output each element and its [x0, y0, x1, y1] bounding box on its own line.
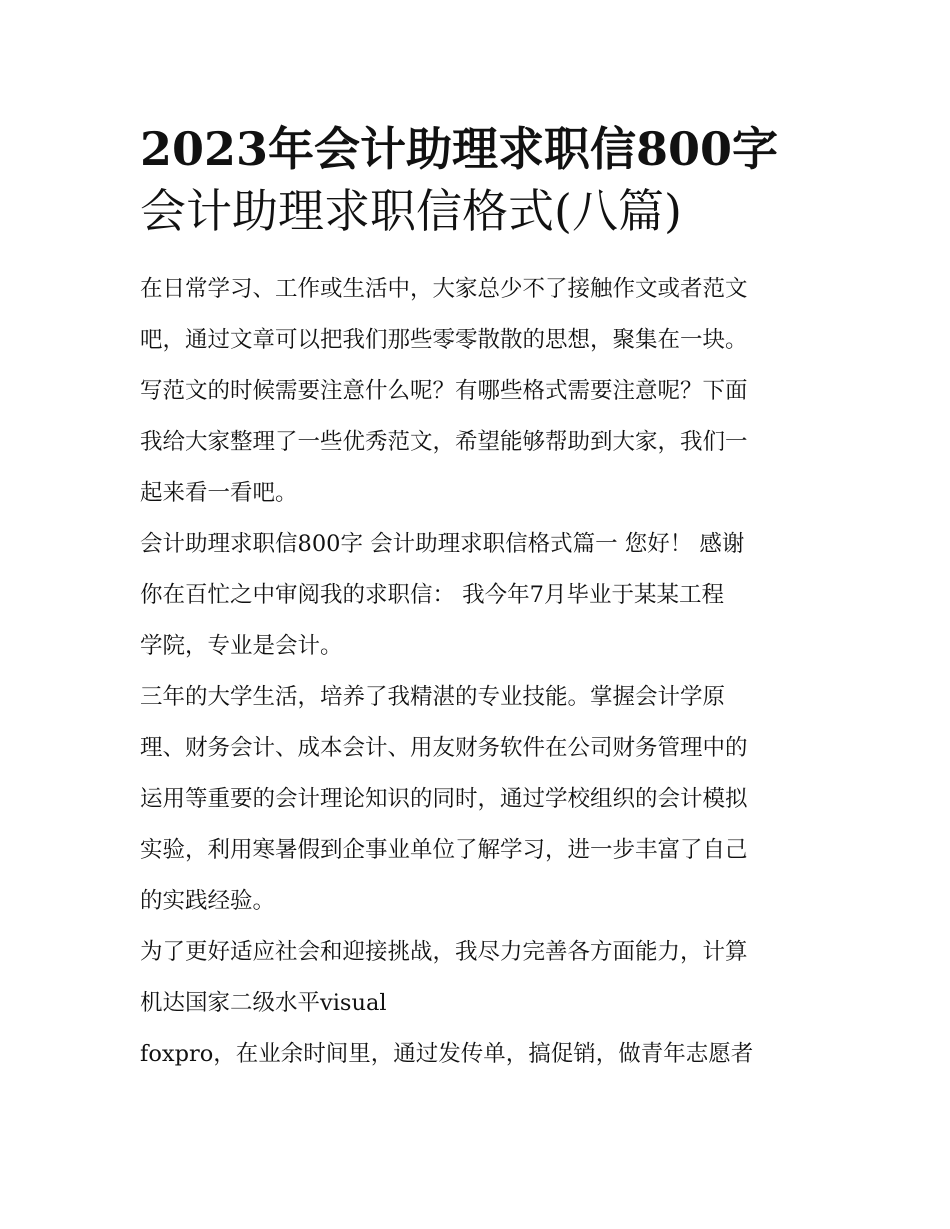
text-line: 吧，通过文章可以把我们那些零零散散的思想，聚集在一块。 — [140, 327, 748, 353]
text-line: 你在百忙之中审阅我的求职信： 我今年7月毕业于某某工程 — [140, 582, 724, 608]
text-line: 学院，专业是会计。 — [140, 633, 343, 659]
text-line: foxpro，在业余时间里，通过发传单，搞促销，做青年志愿者 — [140, 1041, 754, 1067]
text-line: 的实践经验。 — [140, 888, 276, 914]
document-body — [140, 264, 812, 1080]
text-line: 在日常学习、工作或生活中，大家总少不了接触作文或者范文 — [140, 276, 748, 302]
paragraph-abilities — [140, 927, 812, 1029]
text-line: 理、财务会计、成本会计、用友财务软件在公司财务管理中的 — [140, 735, 748, 761]
text-line: 起来看一看吧。 — [140, 480, 298, 506]
text-line: 会计助理求职信800字 会计助理求职信格式篇一 您好！ 感谢 — [140, 531, 745, 557]
title-line-1: 2023年会计助理求职信800字 — [140, 122, 779, 176]
text-line: 三年的大学生活，培养了我精湛的专业技能。掌握会计学原 — [140, 684, 726, 710]
text-line: 机达国家二级水平visual — [140, 990, 387, 1016]
document-title — [140, 118, 812, 242]
text-line: 运用等重要的会计理论知识的同时，通过学校组织的会计模拟 — [140, 786, 748, 812]
paragraph-greeting — [140, 519, 812, 672]
text-line: 实验，利用寒暑假到企事业单位了解学习，进一步丰富了自己 — [140, 837, 748, 863]
paragraph-activities — [140, 1029, 812, 1080]
paragraph-intro — [140, 264, 812, 519]
text-line: 为了更好适应社会和迎接挑战，我尽力完善各方面能力，计算 — [140, 939, 748, 965]
title-line-2: 会计助理求职信格式(八篇) — [140, 184, 682, 238]
paragraph-skills — [140, 672, 812, 927]
document-page — [140, 118, 812, 1080]
text-line: 写范文的时候需要注意什么呢？有哪些格式需要注意呢？下面 — [140, 378, 748, 404]
text-line: 我给大家整理了一些优秀范文，希望能够帮助到大家，我们一 — [140, 429, 748, 455]
